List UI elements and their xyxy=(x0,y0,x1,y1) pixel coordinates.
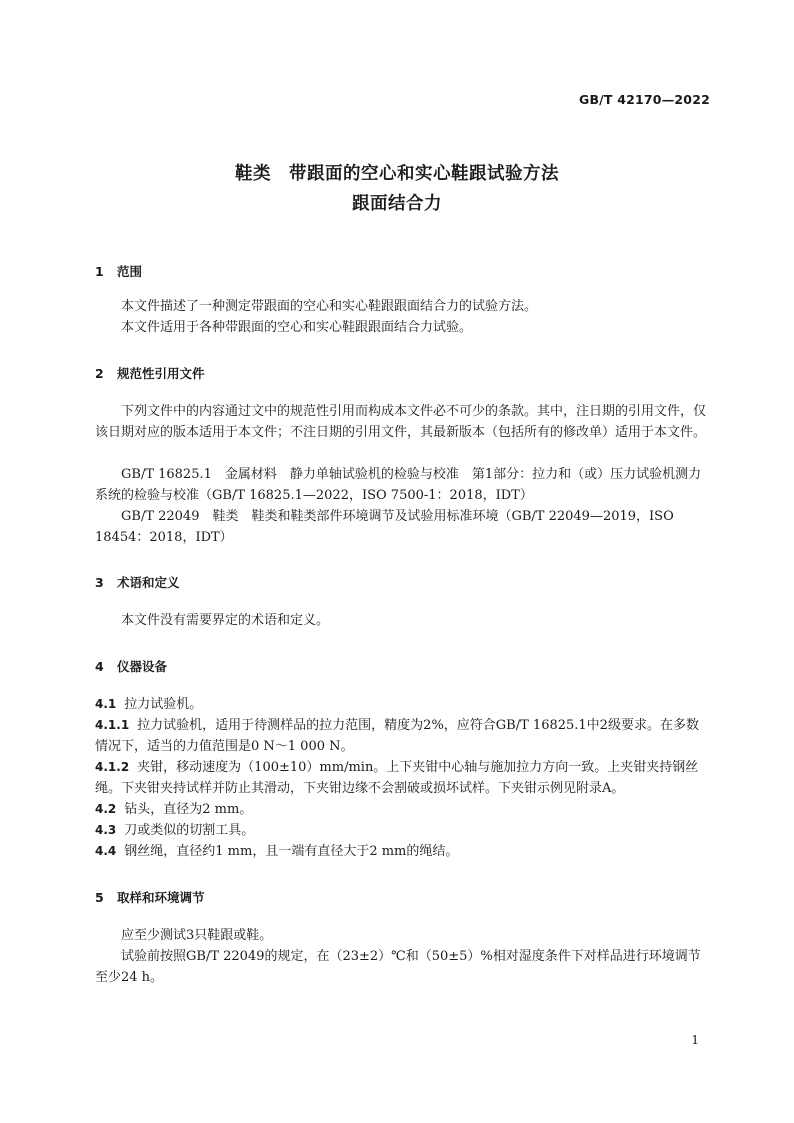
section-3-heading xyxy=(95,573,180,591)
section-5-heading xyxy=(95,888,205,906)
clause-text: 钻头，直径为2 mm。 xyxy=(124,802,253,817)
normative-reference: GB/T 16825.1 金属材料 静力单轴试验机的检验与校准 第1部分：拉力和（或）压力试验机测力系统的检验与校准（GB/T 16825.1—2022，ISO 7500-1：2018，IDT） xyxy=(95,467,702,503)
paragraph: 下列文件中的内容通过文中的规范性引用而构成本文件必不可少的条款。其中，注日期的引用文件，仅该日期对应的版本适用于本文件；不注日期的引用文件，其最新版本（包括所有的修改单）适用于本文件。 xyxy=(95,404,707,440)
section-number: 4 xyxy=(95,659,104,674)
clause-number: 4.2 xyxy=(95,802,117,816)
section-number: 1 xyxy=(95,264,104,279)
section-number: 2 xyxy=(95,366,104,381)
section-number: 3 xyxy=(95,575,104,590)
clause-number: 4.1.2 xyxy=(95,760,130,774)
clause-4-3 xyxy=(95,820,711,841)
clause-4-4 xyxy=(95,841,711,862)
clause-4-1 xyxy=(95,694,711,715)
clause-text: 夹钳，移动速度为（100±10）mm/min。上下夹钳中心轴与施加拉力方向一致。上夹钳夹持钢丝绳。下夹钳夹持试样并防止其滑动，下夹钳边缘不会割破或损坏试样。下夹钳示例见附录A。 xyxy=(95,760,699,796)
clause-text: 钢丝绳，直径约1 mm，且一端有直径大于2 mm的绳结。 xyxy=(124,844,459,859)
paragraph: 本文件描述了一种测定带跟面的空心和实心鞋跟跟面结合力的试验方法。 xyxy=(121,299,538,314)
clause-text: 拉力试验机。 xyxy=(124,697,203,712)
clause-4-1-2 xyxy=(95,757,711,799)
section-1-heading xyxy=(95,262,142,280)
clause-number: 4.1 xyxy=(95,697,117,711)
clause-number: 4.1.1 xyxy=(95,718,130,732)
section-title: 仪器设备 xyxy=(117,659,168,674)
paragraph: 本文件适用于各种带跟面的空心和实心鞋跟跟面结合力试验。 xyxy=(121,320,473,335)
section-4-heading xyxy=(95,657,167,675)
section-title: 范围 xyxy=(117,264,143,279)
clause-number: 4.3 xyxy=(95,823,117,837)
section-title: 取样和环境调节 xyxy=(117,890,205,905)
section-number: 5 xyxy=(95,890,104,905)
clause-number: 4.4 xyxy=(95,844,117,858)
document-subtitle: 跟面结合力 xyxy=(352,194,442,214)
page-number: 1 xyxy=(691,1033,699,1047)
paragraph: 本文件没有需要界定的术语和定义。 xyxy=(121,613,330,628)
paragraph: 应至少测试3只鞋跟或鞋。 xyxy=(121,928,273,943)
paragraph: 试验前按照GB/T 22049的规定，在（23±2）℃和（50±5）%相对湿度条件下对样品进行环境调节至少24 h。 xyxy=(95,949,701,985)
document-title: 鞋类 带跟面的空心和实心鞋跟试验方法 xyxy=(235,164,559,184)
clause-text: 刀或类似的切割工具。 xyxy=(124,823,255,838)
standard-number: GB/T 42170—2022 xyxy=(578,92,710,107)
section-title: 规范性引用文件 xyxy=(117,366,205,381)
clause-text: 拉力试验机，适用于待测样品的拉力范围，精度为2%，应符合GB/T 16825.1中2级要求。在多数情况下，适当的力值范围是0 N～1 000 N。 xyxy=(95,718,699,754)
section-2-heading xyxy=(95,364,205,382)
normative-reference: GB/T 22049 鞋类 鞋类和鞋类部件环境调节及试验用标准环境（GB/T 22049—2019，ISO 18454：2018，IDT） xyxy=(95,509,674,545)
clause-4-1-1 xyxy=(95,715,711,757)
section-title: 术语和定义 xyxy=(117,575,180,590)
clause-4-2 xyxy=(95,799,711,820)
